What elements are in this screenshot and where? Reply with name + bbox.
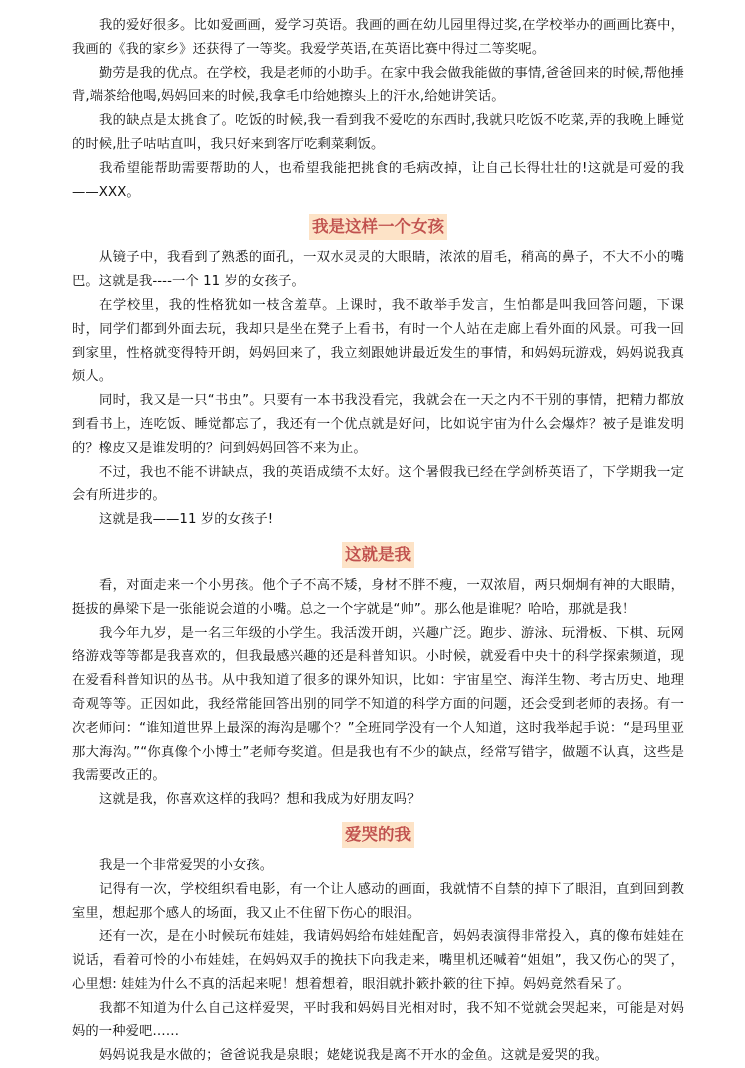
section-heading-wrap [72,542,684,568]
section-heading-wrap [72,822,684,848]
document-page [72,14,684,1068]
section-intro [72,14,684,204]
section-heading-wrap [72,214,684,240]
paragraph: 这就是我，你喜欢这样的我吗？想和我成为好朋友吗？ [99,792,421,808]
section-title: 这就是我 [342,542,414,568]
paragraph: 这就是我——11 岁的女孩子! [99,512,274,528]
section-crying [72,822,684,1068]
paragraph: 不过，我也不能不讲缺点，我的英语成绩不太好。这个暑假我已经在学剑桥英语了，下学期我一定会有所进步的。 [72,464,684,504]
paragraph: 同时，我又是一只“书虫”。只要有一本书我没看完，我就会在一天之内不干别的事情，把精力都放到看书上，连吃饭、睡觉都忘了，我还有一个优点就是好问，比如说宇宙为什么会爆炸？被子是谁发明的？橡皮又是谁发明的？问到妈妈回答不来为止。 [72,393,684,456]
section-girl [72,214,684,532]
paragraph: 妈妈说我是水做的；爸爸说我是泉眼；姥姥说我是离不开水的金鱼。这就是爱哭的我。 [99,1048,609,1064]
paragraph: 我希望能帮助需要帮助的人，也希望我能把挑食的毛病改掉，让自己长得壮壮的!这就是可爱的我——XXX。 [72,160,684,200]
paragraph: 勤劳是我的优点。在学校，我是老师的小助手。在家中我会做我能做的事情,爸爸回来的时候,帮他捶背,端茶给他喝,妈妈回来的时候,我拿毛巾给她擦头上的汗水,给她讲笑话。 [72,65,684,105]
paragraph: 我的缺点是太挑食了。吃饭的时候,我一看到我不爱吃的东西时,我就只吃饭不吃菜,弄的我晚上睡觉的时候,肚子咕咕直叫，我只好来到客厅吃剩菜剩饭。 [72,113,684,152]
paragraph: 从镜子中，我看到了熟悉的面孔，一双水灵灵的大眼睛，浓浓的眉毛，稍高的鼻子，不大不小的嘴巴。这就是我----一个 11 岁的女孩子。 [72,250,684,290]
paragraph: 我今年九岁，是一名三年级的小学生。我活泼开朗，兴趣广泛。跑步、游泳、玩滑板、下棋、玩网络游戏等等都是我喜欢的，但我最感兴趣的还是科普知识。小时候，就爱看中央十的科学探索频道，现在爱看科普知识的丛书。从中我知道了很多的课外知识，比如：宇宙星空、海洋生物、考古历史、地理奇观等等。正因如此，我经常能回答出别的同学不知道的科学方面的问题，还会受到老师的表扬。有一次老师问：“谁知道世界上最深的海沟是哪个？”全班同学没有一个人知道，这时我举起手说：“是玛里亚那大海沟。”“你真像个小博士”老师夸奖道。但是我也有不少的缺点，经常写错字，做题不认真，这些是我需要改正的。 [72,625,684,784]
paragraph: 我都不知道为什么自己这样爱哭，平时我和妈妈目光相对时，我不知不觉就会哭起来，可能是对妈妈的一种爱吧…… [72,1000,684,1040]
paragraph: 我的爱好很多。比如爱画画，爱学习英语。我画的画在幼儿园里得过奖,在学校举办的画画比赛中，我画的《我的家乡》还获得了一等奖。我爱学英语,在英语比赛中得过二等奖呢。 [72,18,684,57]
section-title: 我是这样一个女孩 [309,214,447,240]
paragraph: 记得有一次，学校组织看电影，有一个让人感动的画面，我就情不自禁的掉下了眼泪，直到回到教室里，想起那个感人的场面，我又止不住留下伤心的眼泪。 [72,881,684,921]
section-title: 爱哭的我 [342,822,414,848]
paragraph: 还有一次，是在小时候玩布娃娃，我请妈妈给布娃娃配音，妈妈表演得非常投入，真的像布娃娃在说话，看着可怜的小布娃娃，在妈妈双手的挽扶下向我走来，嘴里机还喊着“姐姐”，我又伤心的哭了，心里想: 娃娃为什么不真的活起来呢！想着想着，眼泪就扑簌扑簌的往下掉。妈妈竟然看呆了。 [72,929,684,992]
paragraph: 在学校里，我的性格犹如一枝含羞草。上课时，我不敢举手发言，生怕都是叫我回答问题，下课时，同学们都到外面去玩，我却只是坐在凳子上看书，有时一个人站在走廊上看外面的风景。可我一回到家里，性格就变得特开朗，妈妈回来了，我立刻跟她讲最近发生的事情，和妈妈玩游戏，妈妈说我真烦人。 [72,297,684,385]
section-this-is-me [72,542,684,812]
paragraph: 我是一个非常爱哭的小女孩。 [99,857,274,873]
paragraph: 看，对面走来一个小男孩。他个子不高不矮，身材不胖不瘦，一双浓眉，两只炯炯有神的大眼睛，挺拔的鼻梁下是一张能说会道的小嘴。总之一个字就是“帅”。那么他是谁呢？哈哈，那就是我！ [72,577,684,617]
